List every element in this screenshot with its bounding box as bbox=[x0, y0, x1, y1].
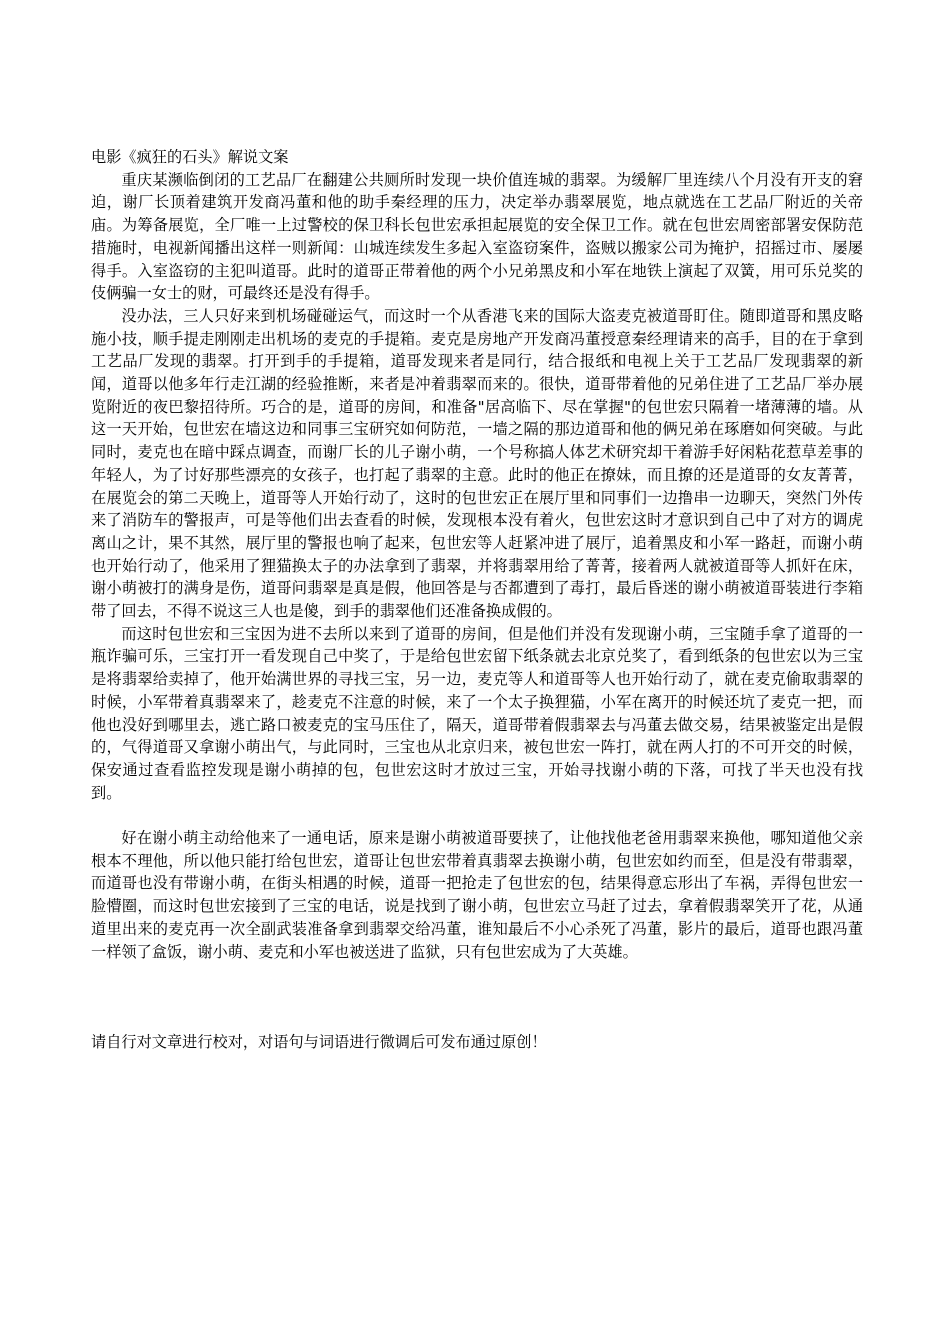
document-page bbox=[91, 146, 863, 1054]
footer-spacer bbox=[91, 963, 863, 1031]
paragraph-spacer bbox=[91, 804, 863, 827]
paragraph-4: 好在谢小萌主动给他来了一通电话，原来是谢小萌被道哥要挟了，让他找他老爸用翡翠来换他，哪知道他父亲根本不理他，所以他只能打给包世宏，道哥让包世宏带着真翡翠去换谢小萌，包世宏如约而至，但是没有带翡翠，而道哥也没有带谢小萌，在街头相遇的时候，道哥一把抢走了包世宏的包，结果得意忘形出了车祸，弄得包世宏一脸懵圈，而这时包世宏接到了三宝的电话，说是找到了谢小萌，包世宏立马赶了过去，拿着假翡翠笑开了花，从通道里出来的麦克再一次全副武装准备拿到翡翠交给冯董，谁知最后不小心杀死了冯董，影片的最后，道哥也跟冯董一样领了盒饭，谢小萌、麦克和小军也被送进了监狱，只有包世宏成为了大英雄。 bbox=[91, 829, 863, 961]
paragraph-3: 而这时包世宏和三宝因为进不去所以来到了道哥的房间，但是他们并没有发现谢小萌，三宝随手拿了道哥的一瓶诈骗可乐，三宝打开一看发现自己中奖了，于是给包世宏留下纸条就去北京兑奖了，看到纸条的包世宏以为三宝是将翡翠给卖掉了，他开始满世界的寻找三宝，另一边，麦克等人和道哥等人也开始行动了，就在麦克偷取翡翠的时候，小军带着真翡翠来了，趁麦克不注意的时候，来了一个太子换狸猫，小军在离开的时候还坑了麦克一把，而他也没好到哪里去，逃亡路口被麦克的宝马压住了，隔天，道哥带着假翡翠去与冯董去做交易，结果被鉴定出是假的，气得道哥又拿谢小萌出气，与此同时，三宝也从北京归来，被包世宏一阵打，就在两人打的不可开交的时候，保安通过查看监控发现是谢小萌掉的包，包世宏这时才放过三宝，开始寻找谢小萌的下落，可找了半天也没有找到。 bbox=[91, 624, 863, 802]
paragraph-2: 没办法，三人只好来到机场碰碰运气，而这时一个从香港飞来的国际大盗麦克被道哥盯住。随即道哥和黑皮略施小技，顺手提走刚刚走出机场的麦克的手提箱。麦克是房地产开发商冯董授意秦经理请来的高手，目的在于拿到工艺品厂发现的翡翠。打开到手的手提箱，道哥发现来者是同行，结合报纸和电视上关于工艺品厂发现翡翠的新闻，道哥以他多年行走江湖的经验推断，来者是冲着翡翠而来的。很快，道哥带着他的兄弟住进了工艺品厂举办展览附近的夜巴黎招待所。巧合的是，道哥的房间，和准备"居高临下、尽在掌握"的包世宏只隔着一堵薄薄的墙。从这一天开始，包世宏在墙这边和同事三宝研究如何防范，一墙之隔的那边道哥和他的俩兄弟在琢磨如何突破。与此同时，麦克也在暗中踩点调查，而谢厂长的儿子谢小萌，一个号称搞人体艺术研究却干着游手好闲粘花惹草差事的年轻人，为了讨好那些漂亮的女孩子，也打起了翡翠的主意。此时的他正在撩妹，而且撩的还是道哥的女友菁菁，在展览会的第二天晚上，道哥等人开始行动了，这时的包世宏正在展厅里和同事们一边撸串一边聊天，突然门外传来了消防车的警报声，可是等他们出去查看的时候，发现根本没有着火，包世宏这时才意识到自己中了对方的调虎离山之计，果不其然，展厅里的警报也响了起来，包世宏等人赶紧冲进了展厅，追着黑皮和小军一路赶，而谢小萌也开始行动了，他采用了狸猫换太子的办法拿到了翡翠，并将翡翠用给了菁菁，接着两人就被道哥等人抓奸在床，谢小萌被打的满身是伤，道哥问翡翠是真是假，他回答是与否都遭到了毒打，最后昏迷的谢小萌被道哥装进行李箱带了回去，不得不说这三人也是傻，到手的翡翠他们还准备换成假的。 bbox=[91, 306, 863, 621]
paragraph-1: 重庆某濒临倒闭的工艺品厂在翻建公共厕所时发现一块价值连城的翡翠。为缓解厂里连续八个月没有开支的窘迫，谢厂长顶着建筑开发商冯董和他的助手秦经理的压力，决定举办翡翠展览，地点就选在工艺品厂附近的关帝庙。为筹备展览，全厂唯一上过警校的保卫科长包世宏承担起展览的安全保卫工作。就在包世宏周密部署安保防范措施时，电视新闻播出这样一则新闻：山城连续发生多起入室盗窃案件，盗贼以搬家公司为掩护，招摇过市、屡屡得手。入室盗窃的主犯叫道哥。此时的道哥正带着他的两个小兄弟黑皮和小军在地铁上演起了双簧，用可乐兑奖的伎俩骗一女士的财，可最终还是没有得手。 bbox=[91, 170, 863, 303]
footer-note: 请自行对文章进行校对，对语句与词语进行微调后可发布通过原创！ bbox=[91, 1033, 547, 1052]
document-title: 电影《疯狂的石头》解说文案 bbox=[91, 148, 289, 166]
